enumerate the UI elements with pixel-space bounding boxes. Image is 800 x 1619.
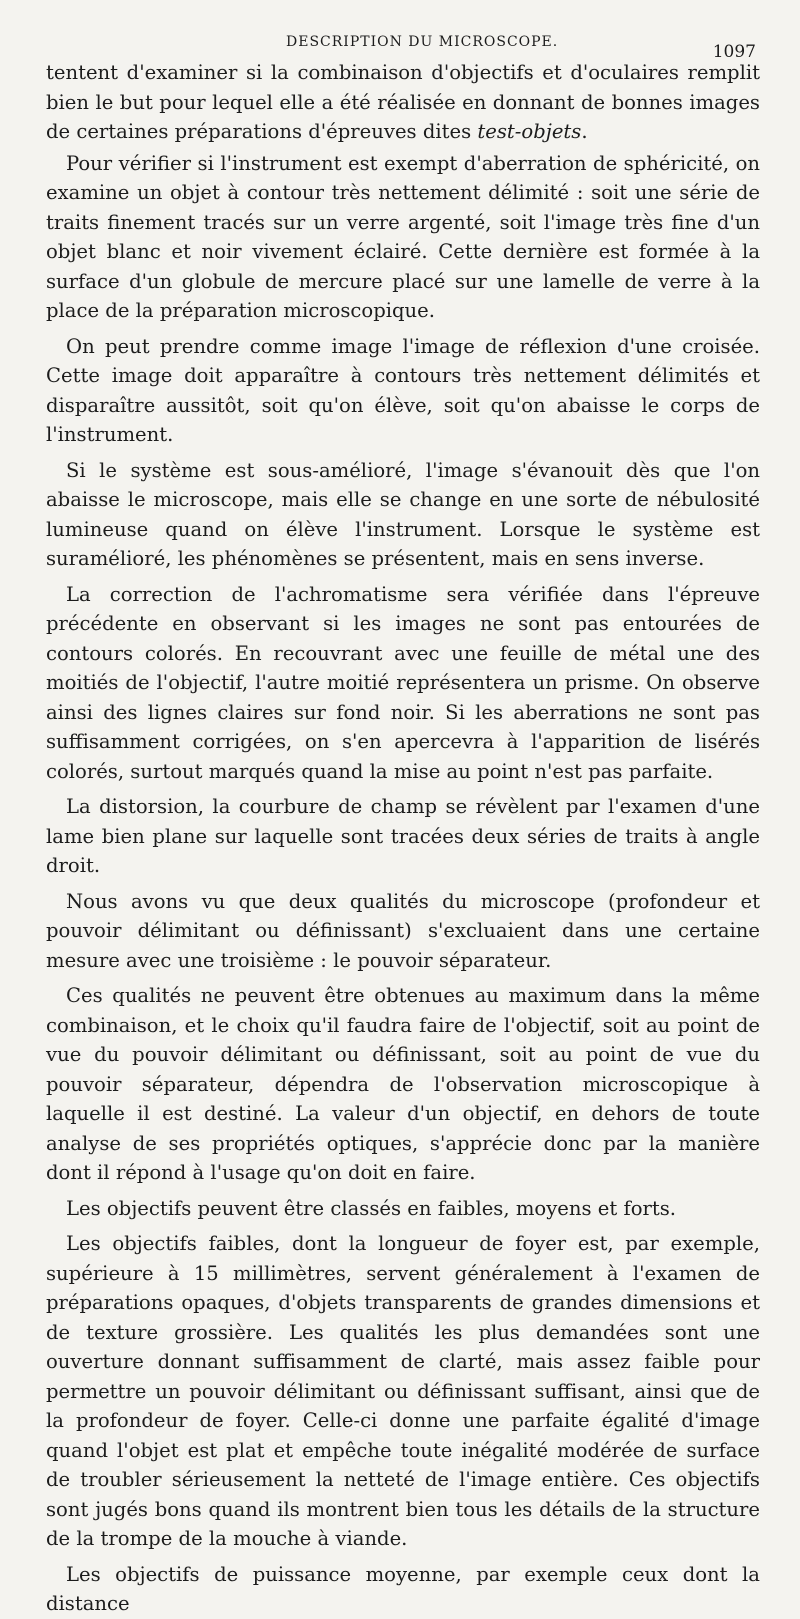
running-head: DESCRIPTION DU MICROSCOPE. [286, 34, 559, 50]
paragraph-8: Ces qualités ne peuvent être obtenues au maximum dans la même combinaison, et le choix qu'il faudra faire de l'objectif, soit au point de vue du pouvoir délimitant ou définissant, soit au point de vue du pouvoir séparateur, dépendra de l'observation microscopique à laquelle il est destiné. La valeur d'un objectif, en dehors de toute analyse de ses propriétés optiques, s'apprécie donc par la manière dont il répond à l'usage qu'on doit en faire. [46, 984, 760, 1184]
paragraph-7: Nous avons vu que deux qualités du microscope (profondeur et pouvoir délimitant ou définissant) s'excluaient dans une certaine mesure avec une troisième : le pouvoir séparateur. [46, 889, 760, 972]
emphasis-test-objets: test-objets [477, 120, 582, 143]
paragraph-4: Si le système est sous-amélioré, l'image s'évanouit dès que l'on abaisse le microscope, mais elle se change en une sorte de nébulosité lumineuse quand on élève l'instrument. Lorsque le système est suramélioré, les phénomènes se présentent, mais en sens inverse. [46, 458, 760, 570]
paragraph-3: On peut prendre comme image l'image de réflexion d'une croisée. Cette image doit apparaître à contours très nettement délimités et disparaître aussitôt, soit qu'on élève, soit qu'on abaisse le corps de l'instrument. [46, 334, 760, 446]
paragraph-9: Les objectifs peuvent être classés en faibles, moyens et forts. [66, 1196, 677, 1220]
body-text [46, 58, 760, 1619]
paragraph-10: Les objectifs faibles, dont la longueur de foyer est, par exemple, supérieure à 15 millimètres, servent généralement à l'examen de préparations opaques, d'objets transparents de grandes dimensions et de texture grossière. Les qualités les plus demandées sont une ouverture donnant suffisamment de clarté, mais assez faible pour permettre un pouvoir délimitant ou définissant suffisant, ainsi que de la profondeur de foyer. Celle-ci donne une parfaite égalité d'image quand l'objet est plat et empêche toute inégalité modérée de surface de troubler sérieusement la netteté de l'image entière. Ces objectifs sont jugés bons quand ils montrent bien tous les détails de la structure de la trompe de la mouche à viande. [46, 1232, 760, 1550]
paragraph-5: La correction de l'achromatisme sera vérifiée dans l'épreuve précédente en observant si les images ne sont pas entourées de contours colorés. En recouvrant avec une feuille de métal une des moitiés de l'objectif, l'autre moitié représentera un prisme. On observe ainsi des lignes claires sur fond noir. Si les aberrations ne sont pas suffisamment corrigées, on s'en apercevra à l'apparition de lisérés colorés, surtout marqués quand la mise au point n'est pas parfaite. [46, 582, 760, 783]
paragraph-6: La distorsion, la courbure de champ se révèlent par l'examen d'une lame bien plane sur laquelle sont tracées deux séries de traits à angle droit. [46, 795, 760, 877]
paragraph-1: tentent d'examiner si la combinaison d'objectifs et d'oculaires remplit bien le but pour lequel elle a été réalisée en donnant de bonnes images de certaines préparations d'épreuves dites test-objets. [46, 61, 760, 143]
page-number: 1097 [712, 42, 756, 62]
page-header [46, 28, 760, 62]
paragraph-11: Les objectifs de puissance moyenne, par exemple ceux dont la distance [46, 1562, 760, 1615]
paragraph-2: Pour vérifier si l'instrument est exempt d'aberration de sphéricité, on examine un objet à contour très nettement délimité : soit une série de traits finement tracés sur un verre argenté, soit l'image très fine d'un objet blanc et noir vivement éclairé. Cette dernière est formée à la surface d'un globule de mercure placé sur une lamelle de verre à la place de la préparation microscopique. [46, 151, 760, 322]
